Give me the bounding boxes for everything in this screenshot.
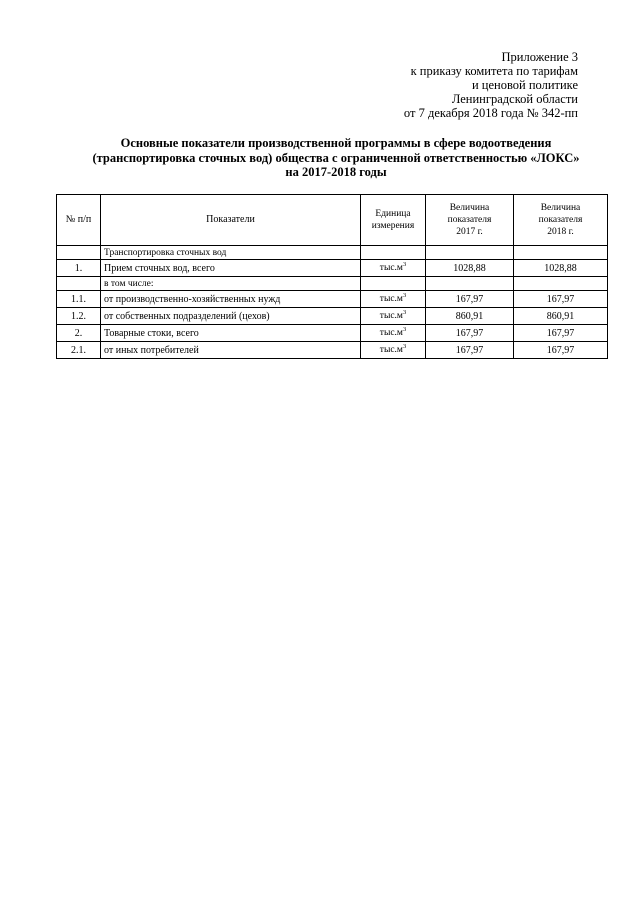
header-unit-line: измерения <box>371 221 415 231</box>
row-name: от собственных подразделений (цехов) <box>101 308 361 325</box>
appendix-line: и ценовой политике <box>471 78 578 92</box>
row-unit: $тыс.м^3$ <box>361 260 426 277</box>
row-num <box>57 277 101 291</box>
row-unit: $тыс.м^3$ <box>361 342 426 359</box>
document-title <box>66 136 606 180</box>
row-unit <box>361 277 426 291</box>
appendix-line: от 7 декабря 2018 года № 342-пп <box>403 106 578 120</box>
header-2018-line: показателя <box>538 215 583 225</box>
appendix-line: Приложение 3 <box>501 50 578 64</box>
header-unit-line: Единица <box>375 209 411 219</box>
row-num: 1.2. <box>57 308 101 325</box>
row-name: Товарные стоки, всего <box>101 325 361 342</box>
header-value-2017 <box>426 195 514 246</box>
title-line: (транспортировка сточных вод) общества с ограниченной ответственностью «ЛОКС» <box>92 150 580 165</box>
row-name: Прием сточных вод, всего <box>101 260 361 277</box>
row-value-2018: 1028,88 <box>514 260 608 277</box>
row-num: 2. <box>57 325 101 342</box>
row-unit: $тыс.м^3$ <box>361 308 426 325</box>
row-value-2017 <box>426 277 514 291</box>
header-2017-line: Величина <box>449 203 490 213</box>
appendix-line: к приказу комитета по тарифам <box>410 64 578 78</box>
row-value-2018: 167,97 <box>514 325 608 342</box>
row-value-2017: 1028,88 <box>426 260 514 277</box>
row-num: 1.1. <box>57 291 101 308</box>
table-row <box>57 260 608 277</box>
table-row <box>57 291 608 308</box>
row-value-2017: 167,97 <box>426 342 514 359</box>
row-value-2018: 860,91 <box>514 308 608 325</box>
row-value-2018 <box>514 246 608 260</box>
row-num: 1. <box>57 260 101 277</box>
row-name: Транспортировка сточных вод <box>101 246 361 260</box>
row-unit <box>361 246 426 260</box>
row-value-2018: 167,97 <box>514 291 608 308</box>
row-num: 2.1. <box>57 342 101 359</box>
table-row <box>57 342 608 359</box>
row-name: от производственно-хозяйственных нужд <box>101 291 361 308</box>
header-value-2018 <box>514 195 608 246</box>
row-value-2017: 860,91 <box>426 308 514 325</box>
table-row <box>57 246 608 260</box>
row-name: в том числе: <box>101 277 361 291</box>
row-value-2018: 167,97 <box>514 342 608 359</box>
table-row <box>57 277 608 291</box>
row-unit: $тыс.м^3$ <box>361 291 426 308</box>
header-2017-line: 2017 г. <box>456 227 483 237</box>
header-2018-line: 2018 г. <box>547 227 574 237</box>
header-indicator: Показатели <box>101 195 361 246</box>
title-line: Основные показатели производственной программы в сфере водоотведения <box>120 136 552 150</box>
row-num <box>57 246 101 260</box>
table-header-row <box>57 195 608 246</box>
header-2018-line: Величина <box>540 203 581 213</box>
header-unit <box>361 195 426 246</box>
appendix-line: Ленинградской области <box>451 92 578 106</box>
title-line: на 2017-2018 годы <box>285 165 387 179</box>
indicators-table <box>56 194 608 359</box>
row-value-2017: 167,97 <box>426 325 514 342</box>
row-name: от иных потребителей <box>101 342 361 359</box>
header-num: № п/п <box>57 195 101 246</box>
table-body <box>57 246 608 359</box>
header-2017-line: показателя <box>447 215 492 225</box>
row-unit: $тыс.м^3$ <box>361 325 426 342</box>
appendix-header <box>360 50 578 120</box>
table-row <box>57 308 608 325</box>
row-value-2018 <box>514 277 608 291</box>
row-value-2017: 167,97 <box>426 291 514 308</box>
table-row <box>57 325 608 342</box>
row-value-2017 <box>426 246 514 260</box>
